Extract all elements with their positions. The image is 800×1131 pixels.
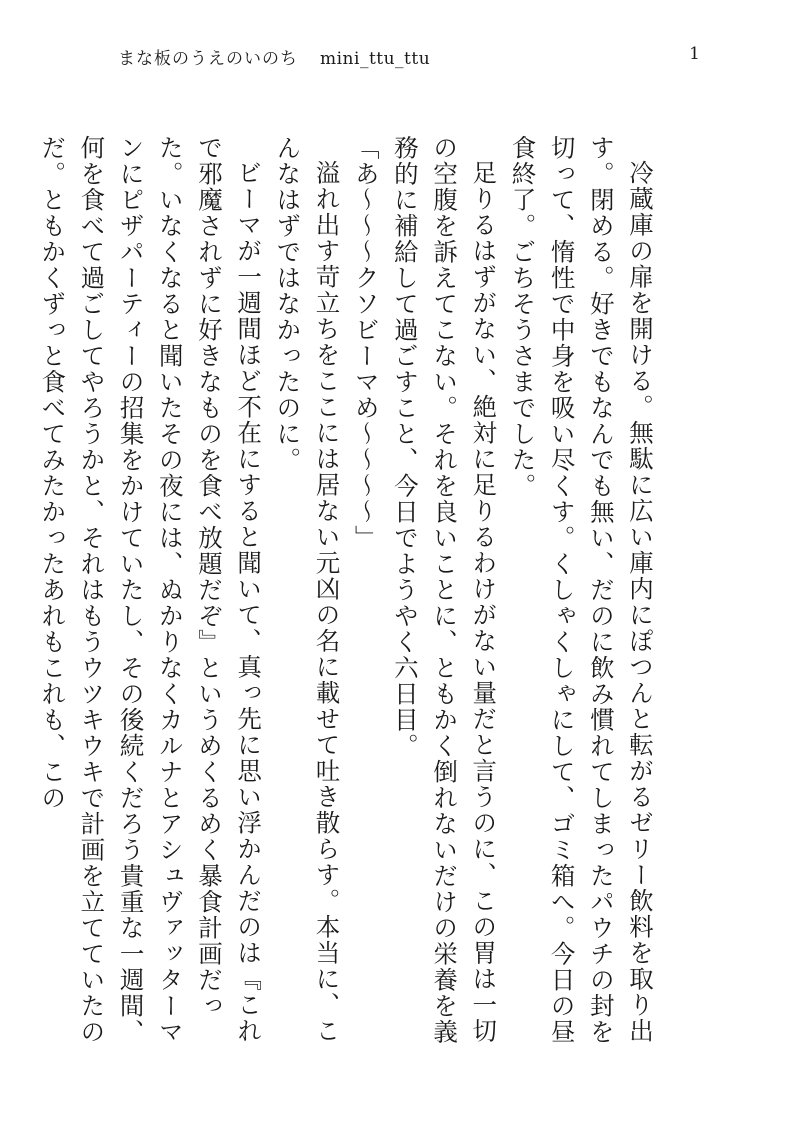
page-number: 1	[689, 44, 700, 64]
body-text	[38, 135, 660, 1045]
dialogue-line: 「あ〜〜〜クソビーマめ〜〜〜〜」	[351, 135, 381, 551]
running-header	[118, 44, 430, 69]
author-name: mini_ttu_ttu	[320, 49, 431, 69]
paragraph: ビーマが一週間ほど不在にすると聞いて、真っ先に思い浮かんだのは『これで邪魔されずに好きなものを食べ放題だぞ』というめくるめく暴食計画だった。いなくなると聞いたその夜には、ぬかりなくカルナとアシュヴァッターマンにピザパーティーの招集をかけていたし、その後続くだろう貴重な一週間、何を食べて過ごしてやろうかと、それはもうウツキウキで計画を立てていたのだ。ともかくずっと食べてみたかったあれもこれも、この	[38, 135, 264, 1045]
book-title: まな板のうえのいのち	[118, 49, 298, 69]
paragraph: 冷蔵庫の扉を開ける。無駄に広い庫内にぽつんと転がるゼリー飲料を取り出す。閉める。好きでもなんでも無い、だのに飲み慣れてしまったパウチの封を切って、惰性で中身を吸い尽くす。くしゃくしゃにして、ゴミ箱へ。今日の昼食終了。ごちそうさまでした。	[508, 135, 655, 1045]
paragraph: 溢れ出す苛立ちをここには居ない元凶の名に載せて吐き散らす。本当に、こんなはずではなかったのに。	[273, 135, 342, 1044]
paragraph: 足りるはずがない、絶対に足りるわけがない量だと言うのに、この胃は一切の空腹を訴えてこない。それを良いことに、ともかく倒れないだけの栄養を義務的に補給して過ごすこと、今日でようやく六日目。	[390, 135, 499, 1045]
